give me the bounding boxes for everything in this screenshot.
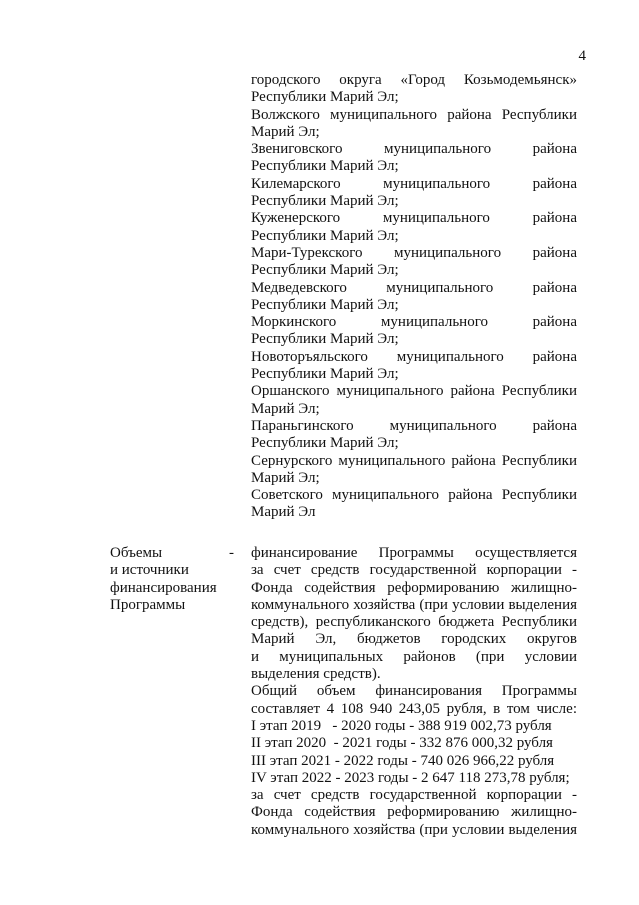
list-item: Медведевского муниципального района Республики Марий Эл; — [251, 279, 577, 313]
list-item: городского округа «Город Козьмодемьянск» Республики Марий Эл; — [251, 72, 577, 106]
list-item: Параньгинского муниципального района Республики Марий Эл; — [251, 417, 577, 452]
list-item: Килемарского муниципального района Республики Марий Эл; — [251, 175, 577, 210]
list-item: Оршанского муниципального района Республики Марий Эл; — [251, 383, 577, 417]
funding-description — [251, 545, 577, 839]
list-item: Звениговского муниципального района Республики Марий Эл; — [251, 141, 577, 175]
funding-stage: IV этап 2022 - 2023 годы - 2 647 118 273,78 рубля; — [251, 769, 570, 786]
label-dash: - — [229, 545, 234, 561]
funding-fund-source: за счет средств государственной корпорации - Фонда содействия реформированию жилищно- коммунального хозяйства (при условии выделения — [251, 787, 577, 838]
funding-total: Общий объем финансирования Программы составляет 4 108 940 243,05 рубля, в том числе: — [251, 683, 577, 717]
list-item: Мари-Турекского муниципального района Республики Марий Эл; — [251, 244, 577, 279]
page-number: 4 — [578, 48, 586, 64]
list-item: Волжского муниципального района Республики Марий Эл; — [251, 106, 577, 140]
funding-stage: I этап 2019 - 2020 годы - 388 919 002,73 рубля — [251, 717, 552, 734]
funding-section-label: Объемы и источники финансирования Программы — [110, 545, 217, 613]
list-item: Новоторъяльского муниципального района Республики Марий Эл; — [251, 348, 577, 383]
municipal-list — [251, 72, 577, 522]
funding-stages — [251, 718, 577, 787]
list-item: Моркинского муниципального района Республики Марий Эл; — [251, 314, 577, 348]
funding-stage: III этап 2021 - 2022 годы - 740 026 966,22 рубля — [251, 752, 555, 769]
list-item: Сернурского муниципального района Республики Марий Эл; — [251, 452, 577, 486]
funding-stage: II этап 2020 - 2021 годы - 332 876 000,32 рубля — [251, 735, 553, 752]
list-item: Советского муниципального района Республики Марий Эл — [251, 487, 577, 521]
list-item: Куженерского муниципального района Республики Марий Эл; — [251, 210, 577, 244]
funding-intro: финансирование Программы осуществляется за счет средств государственной корпорации - Фонда содействия реформированию жилищно- коммунального хозяйства (при условии выделения средств), республиканского бюджета Республики Марий Эл, бюджетов городских округов и муниципальных районов (при условии выделения средств). — [251, 545, 577, 683]
